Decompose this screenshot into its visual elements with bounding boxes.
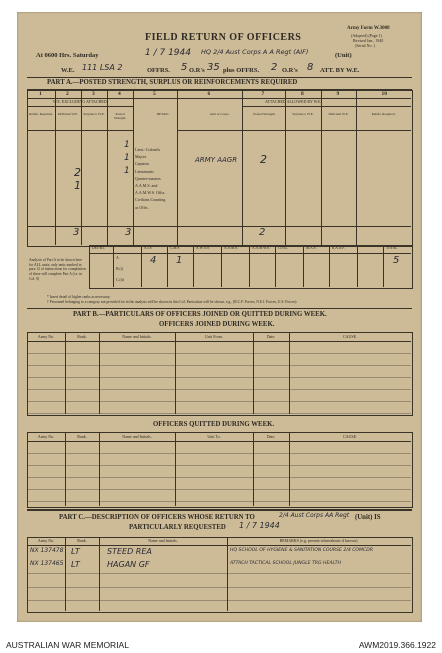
column-number: 1 [39, 91, 42, 97]
table-column-label: CAUSE. [342, 334, 358, 339]
ors2-label: O.R's [282, 67, 298, 74]
table-header-rule [27, 341, 411, 342]
rule [27, 308, 412, 309]
table-column-label: Name and Initials. [122, 334, 152, 339]
analysis-box [89, 245, 413, 289]
detail-row-label: A.A.M.S. and [135, 183, 158, 188]
analysis-column-rule [249, 245, 250, 287]
hw-col6: ARMY AAGR [195, 156, 238, 164]
footer-right: AWM2019.366.1922 [358, 640, 436, 650]
table-column-label: Date. [266, 434, 276, 439]
table-row-rule [27, 465, 411, 466]
form-sheet [17, 12, 422, 622]
hw-col2: 1 [74, 179, 81, 192]
analysis-column-label: A.I.F. [144, 246, 153, 250]
part-c-date-handwritten: 1 / 7 1944 [239, 521, 280, 530]
plus-offrs-handwritten: 2 [271, 62, 278, 73]
column-number: 5 [153, 91, 156, 97]
table-frame [27, 332, 413, 416]
detail-row-label: Lieutenants [135, 168, 154, 174]
hw-total: 3 [125, 227, 132, 238]
column-rule [356, 90, 357, 245]
part-c-name: HAGAN GF [107, 560, 150, 569]
analysis-column-rule [383, 245, 384, 287]
part-a-title: PART A.—POSTED STRENGTH, SURPLUS OR REINFORCEMENTS REQUIRED [47, 79, 298, 86]
offrs-label: OFFRS. [147, 67, 170, 74]
analysis-row-label: B.(i) [116, 267, 124, 271]
part-c-title-1: PART C.—DESCRIPTION OF OFFICERS WHOSE RETURN TO [59, 514, 255, 521]
column-number: 8 [301, 91, 304, 97]
analysis-column-label: R.A.A.F. [332, 246, 345, 250]
part-c-row-rule [27, 587, 411, 588]
hw-analysis-cmf: 1 [176, 255, 183, 266]
revised-note: Revised Jan., 1940 [353, 38, 384, 43]
date-handwritten: 1 / 7 1944 [145, 48, 191, 58]
column-rule [55, 90, 56, 245]
army-form-number: Army Form W.3008 [347, 26, 390, 31]
analysis-column-label: C.M.F. [170, 246, 180, 250]
column-rule [321, 90, 322, 245]
table-row-rule [27, 401, 411, 402]
part-c-army-no: NX 137465 [30, 560, 64, 567]
table-column-label: Name and Initials. [122, 434, 152, 439]
column-rule [133, 90, 134, 245]
part-c-name: STEED REA [107, 547, 152, 556]
table-row-rule [27, 477, 411, 478]
table-column-rule [99, 432, 100, 506]
analysis-column-label: M.A.S. [306, 246, 317, 250]
ors-label: O.R's [189, 67, 205, 74]
part-c-column-label: Army No. [37, 538, 55, 543]
table-column-rule [253, 432, 254, 506]
column-rule [107, 90, 108, 245]
sub-header: Deficient W.E. [57, 112, 79, 116]
table-header-rule [27, 441, 411, 442]
detail-row-label: Civilians Counting [135, 197, 166, 203]
table-row-rule [27, 489, 411, 490]
row-rule [242, 106, 411, 107]
hw-total: 3 [73, 227, 80, 238]
part-c-title-2: (Unit) IS [355, 514, 381, 521]
table-row-rule [27, 501, 411, 502]
table-column-label: Unit To. [207, 434, 221, 439]
sub-header: Surplus to W.E. [292, 112, 314, 116]
part-c-remarks: HQ SCHOOL OF HYGIENE & SANITATION COURSE 2/4 COMCDR [230, 548, 373, 553]
table-column-label: CAUSE. [342, 434, 358, 439]
detail-row-label: as Offrs. [135, 204, 149, 210]
hw-total: 2 [259, 227, 266, 238]
detail-row-label: Lieut.-Colonels [135, 147, 160, 152]
column-number: 3 [92, 91, 95, 97]
table-column-rule [175, 432, 176, 506]
sub-header: Reinfs. Required. [29, 112, 53, 116]
sub-header: Reinfs. Required. [371, 112, 396, 116]
table-column-label: Rank. [77, 434, 87, 439]
analysis-column-label: A.A.M.S. [224, 246, 238, 250]
detail-row-label: Majors [135, 154, 147, 160]
sub-header: Posted Strength. [113, 112, 127, 121]
row-rule [177, 130, 411, 131]
sub-header: Surplus to W.E. [83, 112, 105, 116]
column-rule [285, 90, 286, 245]
we-label: W.E. [61, 67, 75, 74]
table-row-rule [27, 453, 411, 454]
plus-offrs-label: plus OFFRS. [223, 67, 260, 74]
part-c-title-3: PARTICULARLY REQUESTED [129, 524, 226, 531]
column-number: 9 [336, 91, 340, 97]
row-rule [27, 226, 411, 227]
part-c-column-label: Name and Initials. [148, 538, 178, 543]
table-row-rule [27, 365, 411, 366]
detail-row-label: Captains [135, 161, 149, 167]
hw-col2: 2 [74, 166, 81, 179]
part-c-header-rule [27, 545, 411, 546]
quitted-title: OFFICERS QUITTED DURING WEEK. [153, 421, 275, 428]
analysis-column-rule [221, 245, 222, 287]
part-c-unit-handwritten: 2/4 Aust Corps AA Regt [279, 512, 350, 519]
analysis-label-text: Analysis of Part A to be shown here for ALL units; only units marked in para 12 of instructions for compilation of these will complete Part A (i.e. in Col. 9) [29, 258, 86, 281]
part-b-title: PART B.—PARTICULARS OF OFFICERS JOINED OR QUITTED DURING WEEK. [73, 311, 327, 318]
form-title: FIELD RETURN OF OFFICERS [145, 32, 302, 43]
table-column-label: Date. [266, 334, 276, 339]
offrs-handwritten: 5 [181, 62, 188, 73]
analysis-column-rule [193, 245, 194, 287]
table-column-label: Rank. [77, 334, 87, 339]
column-number: 7 [261, 91, 265, 97]
analysis-column-label: TOTAL [386, 246, 398, 250]
unit-handwritten: HQ 2/4 Aust Corps A A Regt (AIF) [201, 48, 309, 56]
analysis-column-rule [275, 245, 276, 287]
att-label: ATT. BY W.E. [320, 67, 360, 74]
sub-header: Arm or Corps. [209, 112, 230, 116]
column-number: 10 [381, 91, 387, 97]
footnote-1: * Insert detail of higher ranks as necessary. [47, 295, 111, 299]
analysis-row-rule [89, 253, 411, 254]
footer-left: AUSTRALIAN WAR MEMORIAL [6, 640, 129, 650]
analysis-column-label: DETAIL [92, 246, 105, 250]
part-c-army-no: NX 137478 [30, 547, 64, 554]
sub-header: DETAIL. [156, 112, 170, 116]
analysis-column-label: A.A.M.W.S. [252, 246, 270, 250]
analysis-column-rule [141, 245, 142, 287]
row-rule [27, 130, 133, 131]
hw-col7: 2 [260, 153, 267, 166]
sub-header: Deficient W.E. [328, 112, 349, 116]
we-excluding-header: W.E. EXCLUDING ATTACHED [53, 99, 107, 104]
table-column-label: Army No. [37, 334, 55, 339]
column-number: 4 [118, 91, 121, 97]
rule [27, 509, 412, 511]
joined-title: OFFICERS JOINED DURING WEEK. [159, 321, 275, 328]
we-handwritten: 111 LSA 2 [82, 63, 123, 72]
table-column-label: Army No. [37, 434, 55, 439]
analysis-row-label: A. [116, 256, 120, 260]
analysis-column-label: CIVIL [278, 246, 288, 250]
hw-col4: 1 [124, 153, 130, 163]
analysis-column-rule [167, 245, 168, 287]
analysis-row-label: C.(ii) [116, 278, 125, 282]
column-number: 6 [207, 91, 211, 97]
date-prefix: At 0600 Hrs. Saturday [36, 52, 99, 59]
part-c-column-label: REMARKS (e.g. present whereabouts if known). [279, 538, 359, 543]
part-c-remarks: ATTACH TACTICAL SCHOOL JUNGLE TRG HEALTH [230, 561, 342, 566]
column-rule [81, 90, 82, 245]
table-column-label: Unit From. [205, 334, 223, 339]
hw-col4: 1 [124, 166, 130, 176]
sub-header: Posted Strength. [253, 112, 276, 116]
serial-note: (Serial No. ) [355, 43, 375, 48]
analysis-column-rule [303, 245, 304, 287]
hw-analysis-total: 5 [393, 255, 400, 266]
rule [27, 77, 412, 78]
column-number: 2 [66, 91, 69, 97]
row-rule [27, 106, 133, 107]
table-row-rule [27, 377, 411, 378]
analysis-column-rule [113, 245, 114, 287]
part-c-row-rule [27, 573, 411, 574]
table-row-rule [27, 389, 411, 390]
hw-analysis-aif: 4 [150, 255, 157, 266]
analysis-column-rule [329, 245, 330, 287]
analysis-label [29, 258, 87, 281]
part-c-rank: LT [71, 560, 80, 569]
ors-handwritten: 35 [207, 62, 220, 73]
table-row-rule [27, 413, 411, 414]
table-column-rule [65, 432, 66, 506]
analysis-column-label: A.W.A.S. [196, 246, 210, 250]
ors2-handwritten: 8 [307, 62, 314, 73]
detail-row-label: A.A.M.W.S. Offrs. [135, 190, 166, 196]
table-frame [27, 432, 413, 508]
footnote-2: † Personnel belonging to a category not provided for in the analysis will be shown in this Col. Particulars will be shown, e.g., (B.C.F. Forces, N.E.I. Forces, U.S. Forces). [47, 300, 298, 304]
hw-col4: 1 [124, 140, 130, 150]
part-c-row-rule [27, 600, 411, 601]
part-c-column-label: Rank. [77, 538, 87, 543]
table-column-rule [289, 432, 290, 506]
detail-row-label: Quarter-masters [135, 175, 161, 181]
adopted-note: (Adopted) (Page 1) [351, 33, 382, 38]
unit-suffix: (Unit) [335, 52, 352, 59]
table-row-rule [27, 353, 411, 354]
attached-header: ATTACHED ALLOWED BY W.E. [265, 99, 322, 104]
analysis-column-rule [357, 245, 358, 287]
part-c-rank: LT [71, 547, 80, 556]
